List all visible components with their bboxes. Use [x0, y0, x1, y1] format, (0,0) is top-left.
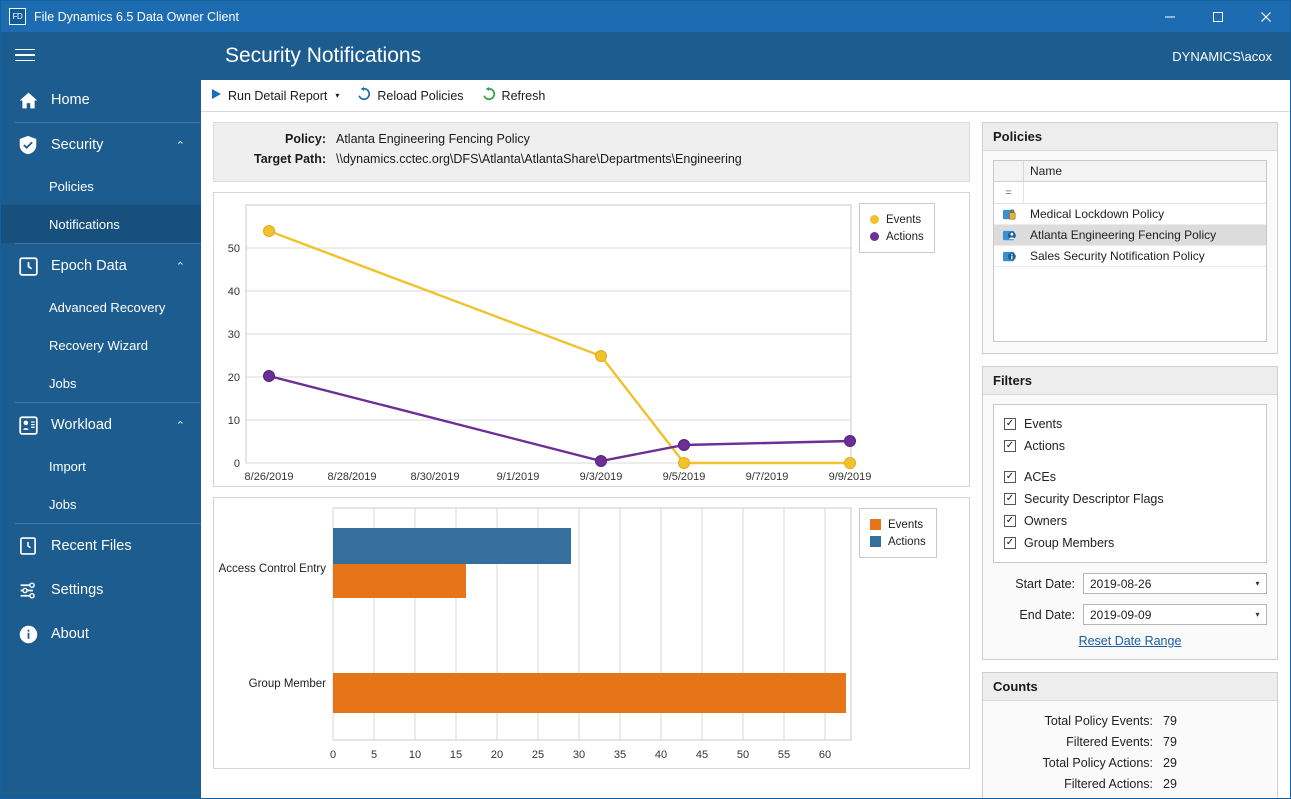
legend-color-swatch-events — [870, 215, 879, 224]
sidebar-item-security[interactable] — [1, 123, 201, 167]
policies-card — [982, 122, 1278, 354]
window-controls — [1146, 1, 1290, 32]
counts-card-body — [983, 701, 1277, 799]
table-row[interactable] — [994, 225, 1266, 246]
filter-group-members[interactable] — [1004, 532, 1256, 554]
checkbox-actions[interactable]: ✓ — [1005, 440, 1015, 451]
bar-chart-svg — [214, 498, 969, 768]
sidebar-item-label: About — [51, 626, 89, 642]
filter-aces[interactable] — [1004, 466, 1256, 488]
shield-check-icon — [15, 132, 41, 158]
sidebar-item-recent-files[interactable] — [1, 524, 201, 568]
filter-events[interactable] — [1004, 413, 1256, 435]
policy-row — [226, 132, 957, 146]
page-header — [201, 32, 1290, 80]
chevron-down-icon[interactable]: ▾ — [1255, 610, 1260, 619]
svg-text:10: 10 — [227, 415, 240, 427]
filter-security-descriptor-flags[interactable] — [1004, 488, 1256, 510]
svg-text:8/30/2019: 8/30/2019 — [410, 471, 460, 483]
svg-text:60: 60 — [818, 749, 832, 761]
refresh-button[interactable] — [482, 87, 546, 104]
start-date-value: 2019-08-26 — [1090, 576, 1152, 591]
checkbox-aces[interactable]: ✓ — [1005, 471, 1015, 482]
filter-label: Events — [1024, 417, 1063, 431]
sidebar-item-advanced-recovery[interactable] — [1, 288, 201, 326]
policies-grid-header — [994, 161, 1266, 182]
count-label: Total Policy Events: — [1044, 713, 1153, 728]
sidebar-item-label: Home — [51, 92, 90, 108]
target-path-label: Target Path: — [254, 152, 326, 166]
svg-text:0: 0 — [329, 749, 337, 761]
svg-text:0: 0 — [233, 458, 240, 470]
start-date-input[interactable] — [1083, 573, 1267, 594]
sidebar-sub-label: Import — [49, 458, 86, 474]
svg-text:40: 40 — [654, 749, 668, 761]
sidebar-item-label: Security — [51, 137, 104, 153]
sidebar-sub-label: Jobs — [49, 496, 77, 512]
legend-label: Events — [886, 213, 922, 226]
sidebar-item-workload-jobs[interactable] — [1, 485, 201, 523]
checkbox-security-descriptor-flags[interactable]: ✓ — [1005, 493, 1015, 504]
home-icon — [15, 87, 41, 113]
spacer — [1004, 457, 1256, 466]
play-icon — [211, 88, 222, 103]
table-row[interactable] — [994, 246, 1266, 267]
svg-text:20: 20 — [490, 749, 504, 761]
target-path-row — [226, 152, 957, 166]
svg-text:9/5/2019: 9/5/2019 — [662, 471, 706, 483]
table-row[interactable] — [994, 204, 1266, 225]
svg-text:9/9/2019: 9/9/2019 — [828, 471, 872, 483]
policies-grid[interactable] — [993, 160, 1267, 342]
sidebar-item-recovery-wizard[interactable] — [1, 326, 201, 364]
svg-text:Access Control Entry: Access Control Entry — [218, 563, 326, 575]
filter-label: Group Members — [1024, 536, 1115, 550]
count-filtered-actions — [993, 773, 1267, 794]
workload-icon — [15, 412, 41, 438]
policy-notify-icon — [994, 249, 1024, 264]
svg-text:40: 40 — [227, 286, 240, 298]
filters-checkbox-group — [993, 404, 1267, 563]
sidebar-item-label: Recent Files — [51, 538, 132, 554]
app-icon: FD — [9, 8, 26, 25]
chevron-down-icon[interactable]: ▾ — [1255, 579, 1260, 588]
sidebar-item-about[interactable] — [1, 612, 201, 656]
sidebar-sub-label: Recovery Wizard — [49, 337, 148, 353]
sidebar-sub-label: Jobs — [49, 375, 77, 391]
end-date-row — [993, 604, 1267, 625]
current-user: DYNAMICS\acox — [1172, 48, 1272, 64]
policy-name: Atlanta Engineering Fencing Policy — [1030, 228, 1217, 242]
filter-row-icon[interactable]: = — [994, 182, 1024, 203]
target-path-value: \\dynamics.cctec.org\DFS\Atlanta\AtlantaShare\Departments\Engineering — [336, 152, 742, 166]
maximize-icon[interactable] — [1194, 1, 1242, 32]
refresh-label: Refresh — [501, 88, 546, 103]
legend-label: Actions — [886, 230, 924, 243]
sidebar-item-policies[interactable] — [1, 167, 201, 205]
svg-text:25: 25 — [531, 749, 545, 761]
close-icon[interactable] — [1242, 1, 1290, 32]
policies-grid-filter-row[interactable] — [994, 182, 1266, 204]
sidebar-item-import[interactable] — [1, 447, 201, 485]
legend-label: Actions — [888, 535, 926, 548]
page-title: Security Notifications — [225, 44, 422, 67]
charts-column — [213, 122, 970, 799]
right-panel — [982, 122, 1278, 799]
sidebar-item-epoch-jobs[interactable] — [1, 364, 201, 402]
events-actions-bar-chart — [213, 497, 970, 769]
sidebar-item-label: Workload — [51, 417, 112, 433]
svg-text:50: 50 — [227, 243, 240, 255]
checkbox-events[interactable]: ✓ — [1005, 418, 1015, 429]
end-date-input[interactable] — [1083, 604, 1267, 625]
count-total-policy-actions — [993, 752, 1267, 773]
policy-value: Atlanta Engineering Fencing Policy — [336, 132, 530, 146]
policies-card-title: Policies — [983, 123, 1277, 151]
sidebar-item-home[interactable] — [1, 78, 201, 122]
about-icon — [15, 621, 41, 647]
count-total-policy-events — [993, 710, 1267, 731]
policy-label: Policy: — [285, 132, 326, 146]
filter-label: Owners — [1024, 514, 1068, 528]
sidebar — [1, 32, 201, 799]
icon-column-header — [994, 161, 1024, 181]
filter-label: ACEs — [1024, 470, 1056, 484]
svg-text:15: 15 — [449, 749, 463, 761]
content-area — [201, 112, 1290, 799]
sidebar-sub-label: Policies — [49, 178, 94, 194]
legend-color-swatch-actions — [870, 536, 881, 547]
run-detail-report-label: Run Detail Report — [228, 88, 328, 103]
svg-text:55: 55 — [777, 749, 791, 761]
filters-card — [982, 366, 1278, 660]
toolbar — [201, 80, 1290, 112]
counts-card — [982, 672, 1278, 799]
hamburger-icon[interactable] — [1, 32, 201, 78]
refresh-icon — [482, 87, 496, 104]
filter-label: Actions — [1024, 439, 1065, 453]
svg-text:30: 30 — [572, 749, 586, 761]
sidebar-item-notifications[interactable] — [1, 205, 201, 243]
sidebar-item-settings[interactable] — [1, 568, 201, 612]
main-area — [201, 32, 1290, 799]
svg-text:20: 20 — [227, 372, 240, 384]
count-value: 79 — [1163, 734, 1177, 749]
start-date-label: Start Date: — [1015, 576, 1075, 591]
legend-item — [870, 516, 926, 533]
sidebar-item-epoch-data[interactable] — [1, 244, 201, 288]
count-label: Filtered Events: — [1066, 734, 1153, 749]
svg-text:Group Member: Group Member — [248, 678, 326, 690]
svg-text:9/7/2019: 9/7/2019 — [745, 471, 789, 483]
bar-chart-legend — [859, 508, 937, 558]
svg-text:10: 10 — [408, 749, 422, 761]
reset-date-range-link[interactable]: Reset Date Range — [1078, 634, 1182, 648]
policy-name: Medical Lockdown Policy — [1030, 207, 1165, 221]
sidebar-item-label: Settings — [51, 582, 104, 598]
legend-label: Events — [888, 518, 924, 531]
svg-text:9/1/2019: 9/1/2019 — [496, 471, 540, 483]
sidebar-sub-label: Notifications — [49, 216, 120, 232]
start-date-row — [993, 573, 1267, 594]
policies-card-body — [983, 151, 1277, 353]
reload-icon — [357, 87, 371, 104]
svg-text:50: 50 — [736, 749, 750, 761]
reload-policies-button[interactable] — [357, 87, 463, 104]
legend-color-swatch-actions — [870, 232, 879, 241]
count-label: Filtered Actions: — [1064, 776, 1153, 791]
line-chart-legend — [859, 203, 935, 253]
window-title: File Dynamics 6.5 Data Owner Client — [34, 9, 239, 24]
counts-card-title: Counts — [983, 673, 1277, 701]
events-actions-line-chart — [213, 192, 970, 487]
policy-fence-icon — [994, 228, 1024, 243]
recent-files-icon — [15, 533, 41, 559]
policy-info-panel — [213, 122, 970, 182]
chevron-up-icon[interactable]: ⌃ — [175, 139, 185, 152]
policy-name: Sales Security Notification Policy — [1030, 249, 1205, 263]
epoch-icon — [15, 253, 41, 279]
end-date-value: 2019-09-09 — [1090, 607, 1152, 622]
name-column-header[interactable]: Name — [1030, 164, 1063, 178]
legend-item — [870, 533, 926, 550]
svg-text:30: 30 — [227, 329, 240, 341]
svg-text:8/26/2019: 8/26/2019 — [244, 471, 294, 483]
end-date-label: End Date: — [1019, 607, 1075, 622]
minimize-icon[interactable] — [1146, 1, 1194, 32]
svg-text:35: 35 — [613, 749, 627, 761]
filter-actions[interactable] — [1004, 435, 1256, 457]
svg-text:9/3/2019: 9/3/2019 — [579, 471, 623, 483]
legend-item — [870, 211, 924, 228]
line-chart-svg — [214, 193, 969, 486]
svg-text:8/28/2019: 8/28/2019 — [327, 471, 377, 483]
svg-text:5: 5 — [370, 749, 378, 761]
chevron-up-icon[interactable]: ⌃ — [175, 260, 185, 273]
policy-lock-icon — [994, 207, 1024, 222]
sidebar-sub-label: Advanced Recovery — [49, 299, 166, 315]
chevron-up-icon[interactable]: ⌃ — [175, 419, 185, 432]
settings-icon — [15, 577, 41, 603]
sidebar-item-workload[interactable] — [1, 403, 201, 447]
legend-color-swatch-events — [870, 519, 881, 530]
title-bar — [1, 1, 1290, 32]
reload-policies-label: Reload Policies — [377, 88, 464, 103]
count-label: Total Policy Actions: — [1042, 755, 1153, 770]
count-value: 29 — [1163, 776, 1177, 791]
count-value: 79 — [1163, 713, 1177, 728]
svg-text:45: 45 — [695, 749, 709, 761]
chevron-down-icon[interactable]: ▾ — [335, 91, 340, 100]
checkbox-group-members[interactable]: ✓ — [1005, 537, 1015, 548]
legend-item — [870, 228, 924, 245]
filters-card-title: Filters — [983, 367, 1277, 395]
filter-label: Security Descriptor Flags — [1024, 492, 1164, 506]
run-detail-report-button[interactable] — [211, 88, 339, 103]
count-filtered-events — [993, 731, 1267, 752]
sidebar-item-label: Epoch Data — [51, 258, 127, 274]
filter-owners[interactable] — [1004, 510, 1256, 532]
checkbox-owners[interactable]: ✓ — [1005, 515, 1015, 526]
filters-card-body — [983, 395, 1277, 659]
count-value: 29 — [1163, 755, 1177, 770]
